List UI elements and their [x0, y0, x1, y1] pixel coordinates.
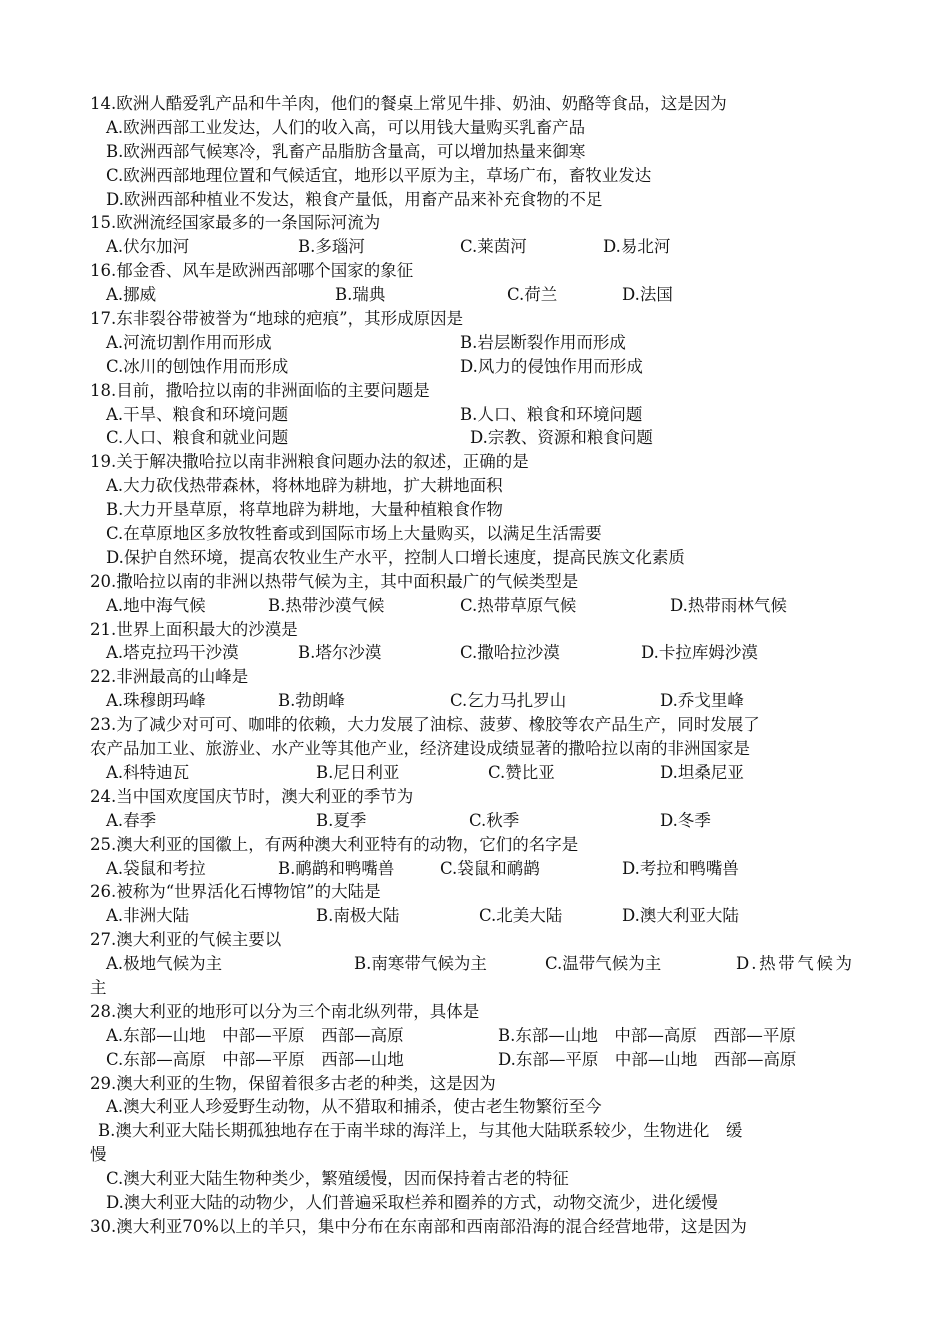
q20-option-a: A.地中海气候: [106, 595, 206, 615]
q15-stem: 15.欧洲流经国家最多的一条国际河流为: [90, 213, 381, 233]
q30-stem: 30.澳大利亚70%以上的羊只，集中分布在东南部和西南部沿海的混合经营地带，这是因为: [90, 1216, 747, 1236]
q23-options: [90, 761, 870, 785]
q22-option-d: D.乔戈里峰: [660, 691, 744, 711]
q23-option-b: B.尼日利亚: [316, 762, 400, 782]
q19-option-a: A.大力砍伐热带森林，将林地辟为耕地，扩大耕地面积: [106, 476, 503, 496]
q14-option-d: D.欧洲西部种植业不发达，粮食产量低，用畜产品来补充食物的不足: [106, 189, 603, 209]
q25-option-d: D.考拉和鸭嘴兽: [622, 858, 739, 878]
q29-option-a: A.澳大利亚人珍爱野生动物，从不猎取和捕杀，使古老生物繁衍至今: [106, 1097, 602, 1117]
q14-option-c: C.欧洲西部地理位置和气候适宜，地形以平原为主，草场广布，畜牧业发达: [106, 165, 652, 185]
q20-options: [90, 594, 870, 618]
q17-options-ab: [90, 331, 870, 355]
q27-option-c: C.温带气候为主: [545, 954, 662, 974]
q24-option-c: C.秋季: [469, 810, 520, 830]
q28-stem: 28.澳大利亚的地形可以分为三个南北纵列带，具体是: [90, 1001, 480, 1021]
q15-option-b: B.多瑙河: [298, 237, 365, 257]
q19-option-d: D.保护自然环境，提高农牧业生产水平，控制人口增长速度，提高民族文化素质: [106, 547, 685, 567]
q27-stem: 27.澳大利亚的气候主要以: [90, 930, 282, 950]
q18-options-ab: [90, 403, 870, 427]
q21-option-c: C.撒哈拉沙漠: [460, 643, 560, 663]
q25-stem: 25.澳大利亚的国徽上，有两种澳大利亚特有的动物，它们的名字是: [90, 834, 579, 854]
q17-option-d: D.风力的侵蚀作用而形成: [460, 356, 643, 376]
q20-option-c: C.热带草原气候: [460, 595, 577, 615]
q21-option-b: B.塔尔沙漠: [298, 643, 382, 663]
question-list: [90, 92, 870, 1239]
q18-option-a: A.干旱、粮食和环境问题: [106, 404, 289, 424]
q23-option-d: D.坦桑尼亚: [660, 762, 744, 782]
q18-option-d: D.宗教、资源和粮食问题: [470, 428, 653, 448]
q15-option-a: A.伏尔加河: [106, 237, 190, 257]
q21-option-a: A.塔克拉玛干沙漠: [106, 643, 239, 663]
q24-option-d: D.冬季: [660, 810, 711, 830]
q29-option-d: D.澳大利亚大陆的动物少，人们普遍采取栏养和圈养的方式，动物交流少，进化缓慢: [106, 1192, 718, 1212]
q18-option-b: B.人口、粮食和环境问题: [460, 404, 643, 424]
q28-options-cd: [90, 1048, 870, 1072]
q22-option-c: C.乞力马扎罗山: [450, 691, 567, 711]
q28-options-ab: [90, 1024, 870, 1048]
q26-option-a: A.非洲大陆: [106, 906, 190, 926]
q26-stem: 26.被称为“世界活化石博物馆”的大陆是: [90, 882, 381, 902]
q22-option-b: B.勃朗峰: [278, 691, 345, 711]
q26-option-d: D.澳大利亚大陆: [622, 906, 739, 926]
q22-option-a: A.珠穆朗玛峰: [106, 691, 206, 711]
q14-option-b: B.欧洲西部气候寒冷，乳畜产品脂肪含量高，可以增加热量来御寒: [106, 141, 586, 161]
q25-option-c: C.袋鼠和鸸鹋: [440, 858, 540, 878]
q23-option-a: A.科特迪瓦: [106, 762, 190, 782]
q15-option-c: C.莱茵河: [460, 237, 527, 257]
q27-options: [90, 952, 870, 976]
q25-options: [90, 857, 870, 881]
q16-options: [90, 283, 870, 307]
q17-options-cd: [90, 355, 870, 379]
q24-option-b: B.夏季: [316, 810, 367, 830]
q29-option-b-continued: 慢: [90, 1145, 107, 1165]
q18-stem: 18.目前，撒哈拉以南的非洲面临的主要问题是: [90, 380, 430, 400]
q20-option-b: B.热带沙漠气候: [268, 595, 385, 615]
q15-option-d: D.易北河: [603, 237, 671, 257]
q25-option-b: B.鸸鹋和鸭嘴兽: [278, 858, 395, 878]
q23-stem-line1: 23.为了减少对可可、咖啡的依赖，大力发展了油棕、菠萝、橡胶等农产品生产，同时发展了: [90, 715, 760, 735]
q24-option-a: A.春季: [106, 810, 157, 830]
q28-option-a: A.东部—山地 中部—平原 西部—高原: [106, 1025, 404, 1045]
q19-option-b: B.大力开垦草原，将草地辟为耕地，大量种植粮食作物: [106, 500, 503, 520]
q28-option-b: B.东部—山地 中部—高原 西部—平原: [498, 1025, 796, 1045]
q29-stem: 29.澳大利亚的生物，保留着很多古老的种类，这是因为: [90, 1073, 496, 1093]
q24-options: [90, 809, 870, 833]
q15-options: [90, 235, 870, 259]
q16-option-c: C.荷兰: [507, 285, 558, 305]
q19-option-c: C.在草原地区多放牧牲畜或到国际市场上大量购买，以满足生活需要: [106, 524, 602, 544]
q23-stem-line2: 农产品加工业、旅游业、水产业等其他产业，经济建设成绩显著的撒哈拉以南的非洲国家是: [90, 739, 750, 759]
q28-option-c: C.东部—高原 中部—平原 西部—山地: [106, 1049, 404, 1069]
q27-option-d: D.热带气候为: [736, 954, 855, 974]
q19-stem: 19.关于解决撒哈拉以南非洲粮食问题办法的叙述，正确的是: [90, 452, 529, 472]
q17-option-b: B.岩层断裂作用而形成: [460, 332, 626, 352]
q28-option-d: D.东部—平原 中部—山地 西部—高原: [498, 1049, 797, 1069]
q26-options: [90, 904, 870, 928]
q18-options-cd: [90, 426, 870, 450]
q16-stem: 16.郁金香、风车是欧洲西部哪个国家的象征: [90, 261, 414, 281]
q21-stem: 21.世界上面积最大的沙漠是: [90, 619, 298, 639]
q29-option-b: B.澳大利亚大陆长期孤独地存在于南半球的海洋上，与其他大陆联系较少，生物进化 缓: [98, 1121, 743, 1141]
q27-option-a: A.极地气候为主: [106, 954, 223, 974]
q17-option-c: C.冰川的刨蚀作用而形成: [106, 356, 289, 376]
q14-option-a: A.欧洲西部工业发达，人们的收入高，可以用钱大量购买乳畜产品: [106, 117, 586, 137]
q22-options: [90, 689, 870, 713]
q25-option-a: A.袋鼠和考拉: [106, 858, 206, 878]
q26-option-c: C.北美大陆: [479, 906, 563, 926]
q14-stem: 14.欧洲人酷爱乳产品和牛羊肉，他们的餐桌上常见牛排、奶油、奶酪等食品，这是因为: [90, 94, 727, 113]
q27-option-d-continued: 主: [90, 977, 107, 997]
q16-option-d: D.法国: [622, 285, 673, 305]
q20-stem: 20.撒哈拉以南的非洲以热带气候为主，其中面积最广的气候类型是: [90, 571, 579, 591]
q16-option-a: A.挪威: [106, 285, 157, 305]
q17-stem: 17.东非裂谷带被誉为“地球的疤痕”，其形成原因是: [90, 309, 464, 329]
q21-option-d: D.卡拉库姆沙漠: [641, 643, 758, 663]
q29-option-c: C.澳大利亚大陆生物种类少，繁殖缓慢，因而保持着古老的特征: [106, 1169, 569, 1189]
q26-option-b: B.南极大陆: [316, 906, 400, 926]
q24-stem: 24.当中国欢度国庆节时，澳大利亚的季节为: [90, 786, 414, 806]
q23-option-c: C.赞比亚: [488, 762, 555, 782]
q22-stem: 22.非洲最高的山峰是: [90, 667, 249, 687]
q20-option-d: D.热带雨林气候: [670, 595, 787, 615]
q27-option-b: B.南寒带气候为主: [354, 954, 487, 974]
q16-option-b: B.瑞典: [335, 285, 386, 305]
q18-option-c: C.人口、粮食和就业问题: [106, 428, 289, 448]
q21-options: [90, 641, 870, 665]
q17-option-a: A.河流切割作用而形成: [106, 332, 272, 352]
